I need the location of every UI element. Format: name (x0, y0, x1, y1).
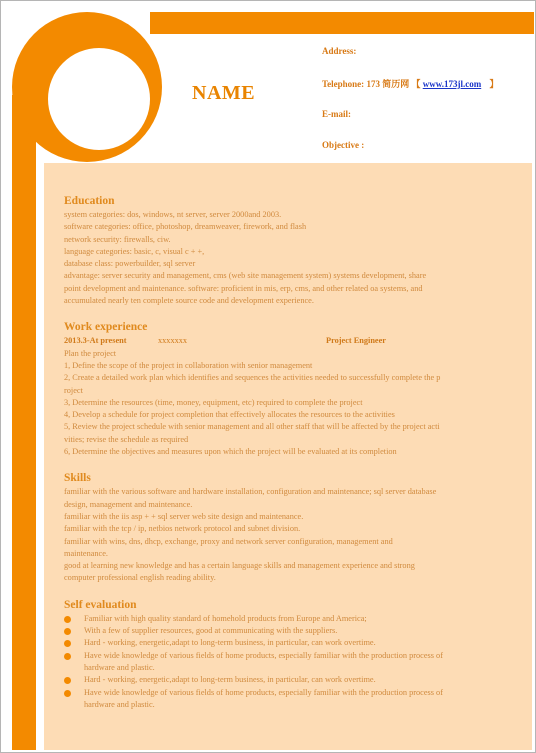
education-line: point development and maintenance. software: proficient in mis, erp, cms, and other related oa systems, and (64, 283, 423, 293)
skills-line: familiar with the tcp / ip, netbios network protocol and subnet division. (64, 524, 301, 534)
education-line: network security: firewalls, ciw. (64, 234, 171, 244)
skills-line: maintenance. (64, 548, 108, 558)
skills-line: familiar with the various software and hardware installation, configuration and maintenance; sql server database (64, 487, 437, 497)
decor-top-bar (150, 12, 534, 34)
self-eval-text: Familiar with high quality standard of homehold products from Europe and America; (84, 613, 367, 623)
work-line: 5, Review the project schedule with senior management and all other staff that will be affected by the project acti (64, 422, 440, 432)
decor-ring (12, 12, 162, 162)
objective-label: Objective : (322, 140, 365, 150)
list-item (64, 613, 510, 625)
bullet-icon (64, 653, 71, 660)
list-item (64, 674, 510, 686)
job-header (64, 335, 510, 347)
skills-line: computer professional english reading ability. (64, 573, 216, 583)
bracket-close: 】 (489, 79, 499, 89)
list-item (64, 637, 510, 649)
website-link[interactable]: www.173jl.com (422, 79, 482, 89)
address-row (322, 46, 356, 56)
skills-line: good at learning new knowledge and has a certain language skills and management experience and strong (64, 561, 415, 571)
work-lines (64, 348, 510, 459)
resume-body (64, 193, 510, 711)
bullet-icon (64, 628, 71, 635)
job-date: 2013.3-At present (64, 336, 127, 346)
skills-lines (64, 486, 510, 584)
work-line: 4, Develop a schedule for project completion that effectively allocates the resources to the activities (64, 410, 395, 420)
skills-line: familiar with the iis asp + + sql server web site design and maintenance. (64, 511, 304, 521)
self-eval-text: Hard - working, energetic,adapt to long-term business, in particular, can work overtime. (84, 675, 376, 685)
education-line: accumulated nearly ten complete source code and development experience. (64, 296, 314, 306)
bullet-icon (64, 616, 71, 623)
decor-ring-hole (48, 48, 150, 150)
work-line: roject (64, 385, 83, 395)
bullet-icon (64, 677, 71, 684)
self-eval-text-cont: hardware and plastic. (84, 699, 155, 709)
work-line: vities; revise the schedule as required (64, 434, 189, 444)
work-title: Work experience (64, 321, 148, 334)
work-line: Plan the project (64, 348, 117, 358)
self-eval-text: With a few of supplier resources, good at communicating with the suppliers. (84, 626, 338, 636)
telephone-label: Telephone: (322, 79, 365, 89)
self-evaluation-list (64, 613, 510, 711)
education-line: software categories: office, photoshop, dreamweaver, firework, and flash (64, 222, 307, 232)
self-evaluation-title: Self evaluation (64, 598, 137, 611)
self-eval-text: Have wide knowledge of various fields of home products, especially familiar with the production process of (84, 687, 443, 697)
self-eval-text: Have wide knowledge of various fields of home products, especially familiar with the production process of (84, 650, 443, 660)
telephone-row (322, 77, 498, 90)
telephone-value: 173 简历网 (366, 79, 410, 89)
address-label: Address: (322, 46, 357, 56)
education-line: database class: powerbuilder, sql server (64, 259, 196, 269)
education-line: system categories: dos, windows, nt server, server 2000and 2003. (64, 210, 282, 219)
list-item (64, 625, 510, 637)
education-line: language categories: basic, c, visual c + +, (64, 246, 205, 256)
bullet-icon (64, 640, 71, 647)
list-item (64, 650, 510, 675)
work-line: 1, Define the scope of the project in collaboration with senior management (64, 360, 313, 370)
self-eval-text-cont: hardware and plastic. (84, 662, 155, 672)
job-company: xxxxxxx (158, 336, 188, 346)
work-line: 3, Determine the resources (time, money, equipment, etc) required to complete the project (64, 397, 363, 407)
objective-row (322, 140, 364, 150)
work-line: 2, Create a detailed work plan which identifies and sequences the activities needed to successfully complete the p (64, 373, 441, 383)
job-position: Project Engineer (326, 336, 386, 346)
resume-name: NAME (192, 82, 256, 104)
email-label: E-mail: (322, 109, 351, 119)
bullet-icon (64, 690, 71, 697)
skills-line: design, management and maintenance. (64, 499, 193, 509)
education-title: Education (64, 195, 115, 207)
email-row (322, 109, 351, 119)
work-line: 6, Determine the objectives and measures upon which the project will be evaluated at its completion (64, 447, 397, 457)
education-line: advantage: server security and management, cms (web site management system) systems development, share (64, 271, 427, 281)
education-lines (64, 209, 510, 307)
bracket-open: 【 (411, 79, 421, 89)
decor-left-bar (12, 95, 36, 750)
skills-line: familiar with wins, dns, dhcp, exchange, proxy and network server configuration, management and (64, 536, 393, 546)
self-eval-text: Hard - working, energetic,adapt to long-term business, in particular, can work overtime. (84, 638, 376, 648)
list-item (64, 687, 510, 712)
skills-title: Skills (64, 472, 91, 485)
